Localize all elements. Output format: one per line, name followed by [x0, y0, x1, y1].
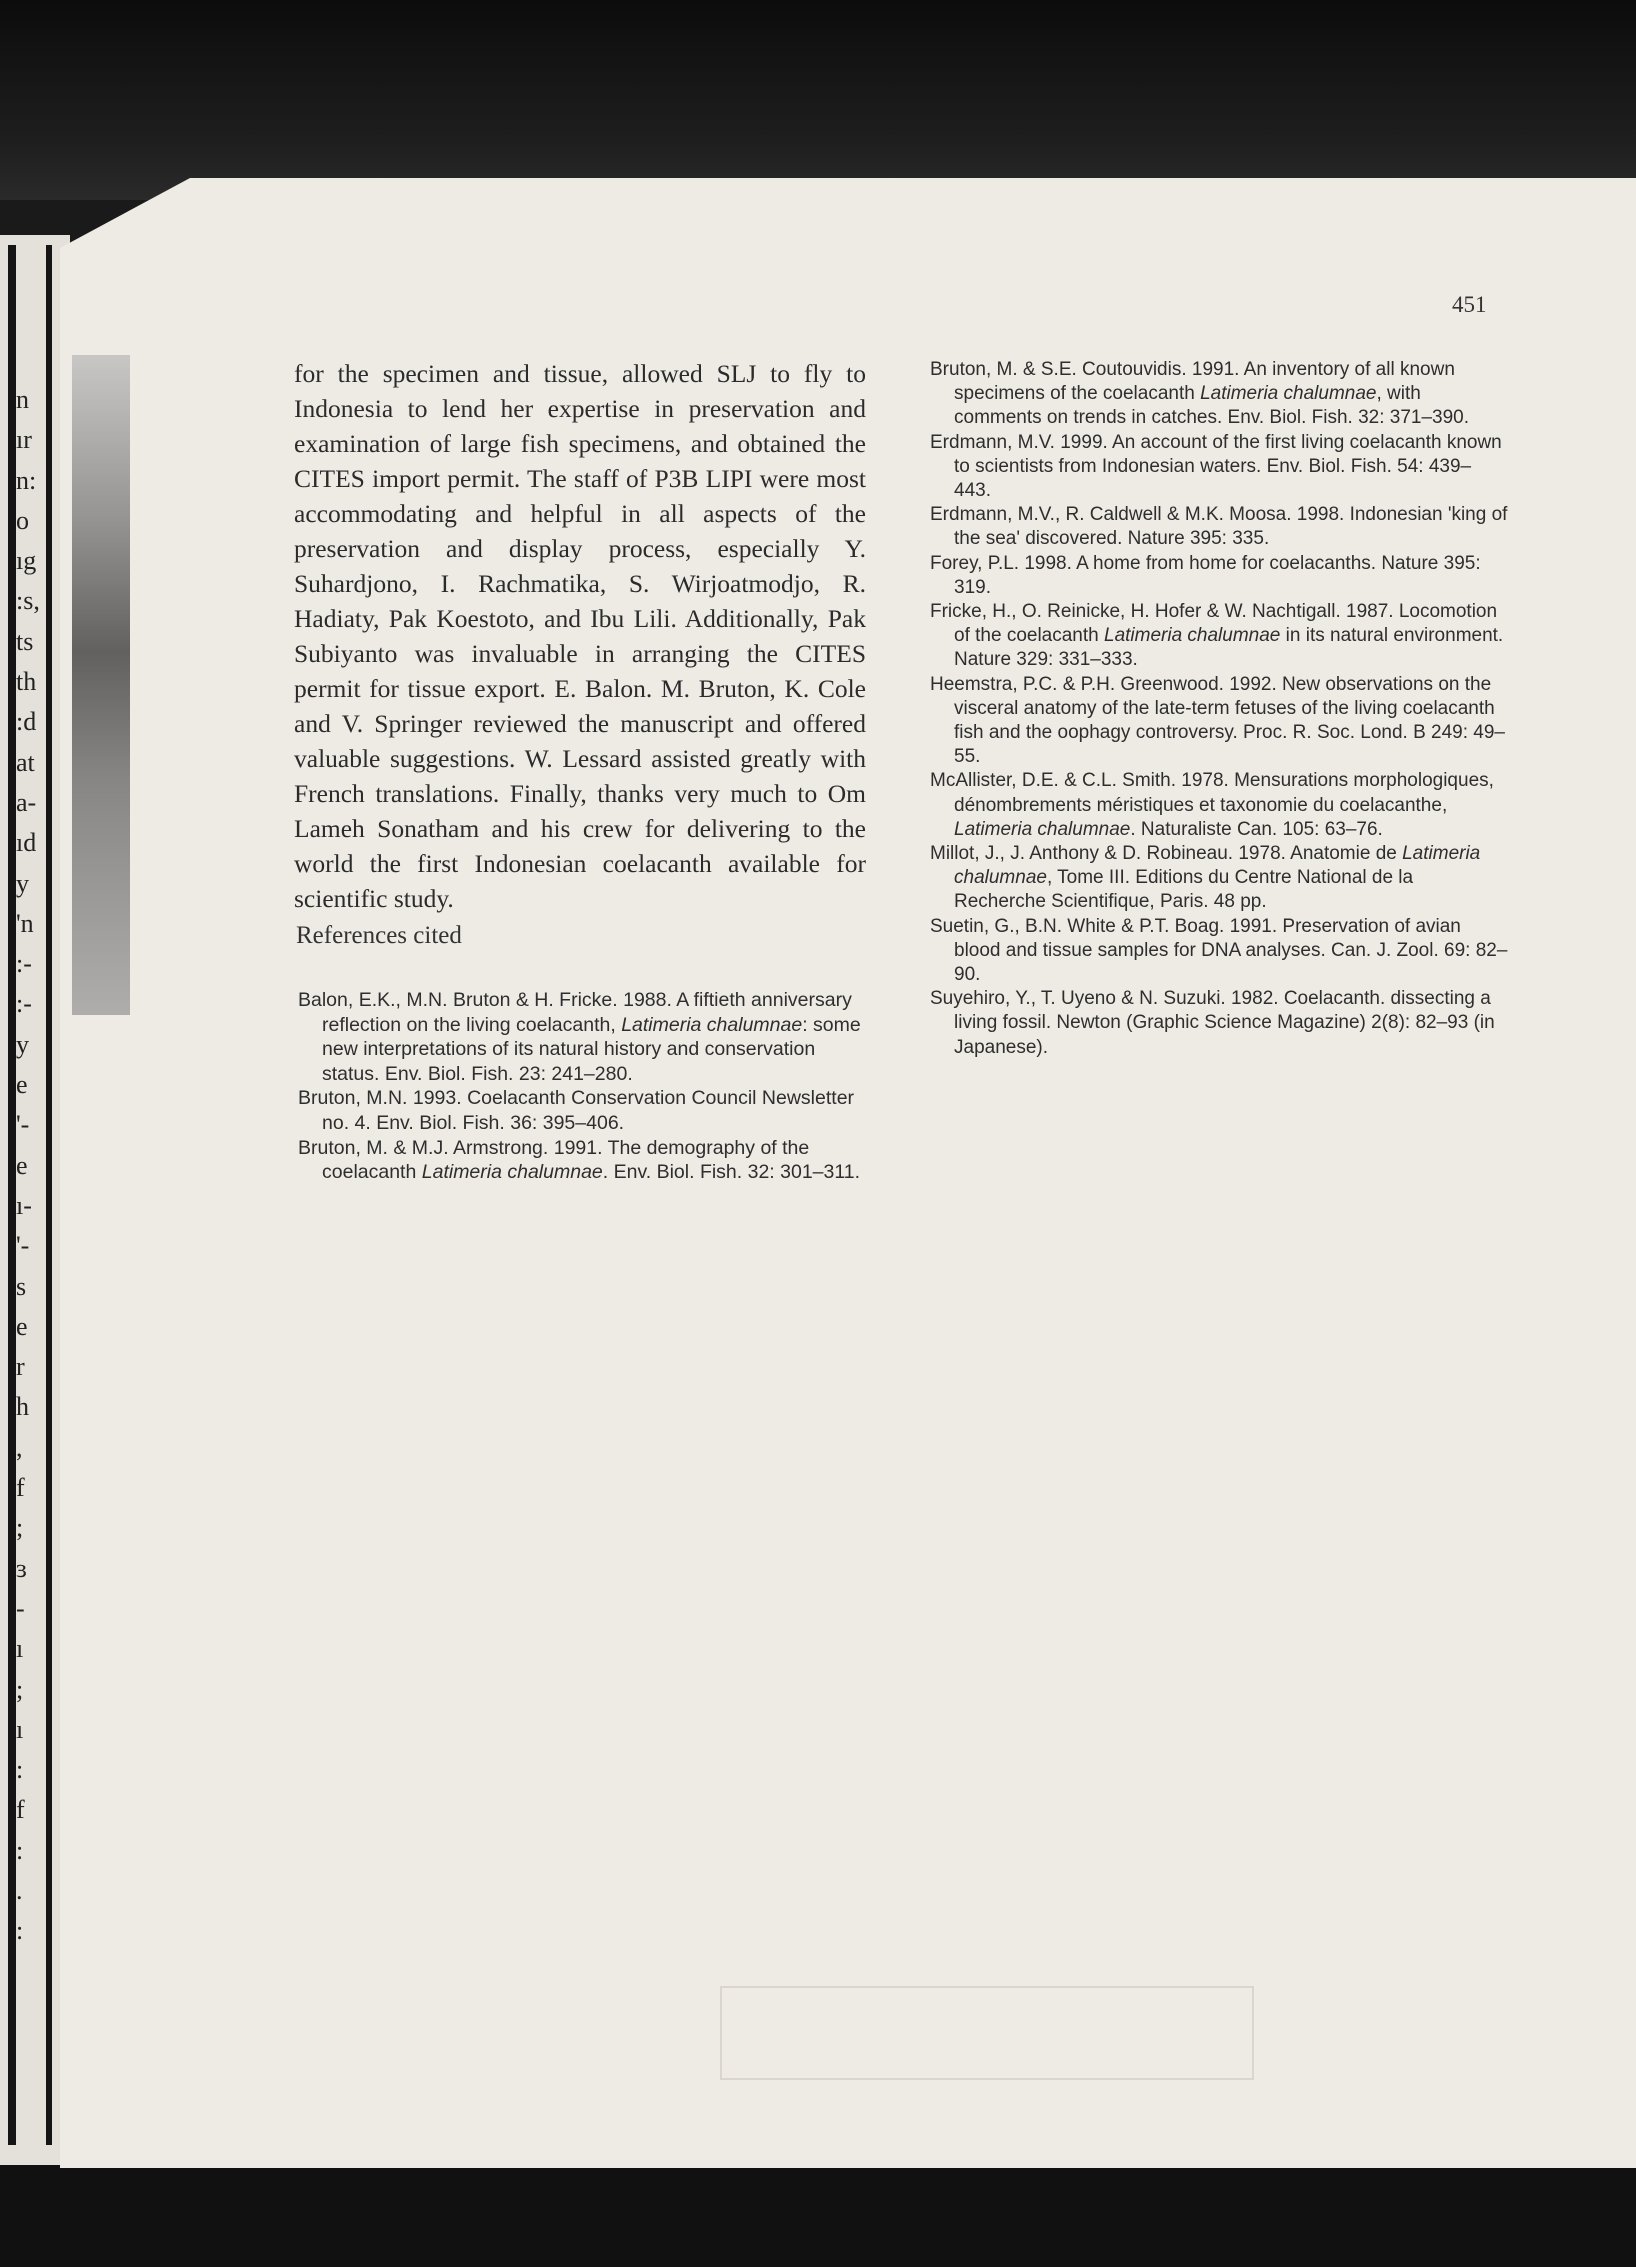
reference-text: Suyehiro, Y., T. Uyeno & N. Suzuki. 1982. Coelacanth. dissecting a living fossil. Newton (Graphic Science Magazine) 2(8): 82–93 (in Japanese). [930, 988, 1495, 1058]
edge-fragment: at [16, 747, 35, 777]
edge-fragment: ı [16, 1714, 24, 1744]
edge-fragment: f [16, 1795, 25, 1825]
bleed-through-box [720, 1986, 1254, 2080]
edge-fragment: ı- [16, 1190, 32, 1220]
edge-fragment: o [16, 505, 29, 535]
reference-entry [930, 842, 1508, 915]
reference-text: : some new interpretations of its natural history and conservation status. Env. Biol. Fish. 23: 241–280. [322, 1013, 861, 1085]
page-number: 451 [1452, 292, 1487, 317]
reference-entry [930, 552, 1508, 600]
species-name: Latimeria chalumnae [621, 1013, 803, 1036]
reference-text: Millot, J., J. Anthony & D. Robineau. 1978. Anatomie de [930, 843, 1403, 865]
acknowledgements-column [294, 356, 866, 916]
edge-fragment: - [16, 1593, 25, 1623]
reference-entry [930, 915, 1508, 988]
edge-fragment: s [16, 1271, 27, 1301]
reference-text: . Env. Biol. Fish. 32: 301–311. [602, 1161, 861, 1184]
reference-text: Heemstra, P.C. & P.H. Greenwood. 1992. New observations on the visceral anatomy of the late-term fetuses of the living coelacanth fish and the oophagy controversy. Proc. R. Soc. Lond. B 249: 49–55. [930, 673, 1505, 768]
edge-fragment: r [16, 1352, 25, 1382]
edge-fragment: 'n [16, 908, 34, 938]
reference-entry [298, 1136, 878, 1185]
edge-fragment: ts [16, 626, 34, 656]
references-list-left [298, 988, 878, 1185]
edge-fragment: : [16, 1835, 24, 1865]
reference-entry [930, 503, 1508, 551]
reference-entry [930, 987, 1508, 1060]
edge-fragment: e [16, 1150, 28, 1180]
reference-entry [930, 673, 1508, 770]
reference-text: , Tome III. Editions du Centre National de la Recherche Scientifique, Paris. 48 pp. [954, 867, 1414, 913]
adjacent-page-photo [72, 355, 130, 1015]
edge-fragment: n [16, 385, 29, 414]
reference-entry [930, 769, 1508, 842]
species-name: Latimeria chalumnae [1200, 383, 1377, 405]
acknowledgements-paragraph: for the specimen and tissue, allowed SLJ to fly to Indonesia to lend her expertise in preservation and examination of large fish specimens, and obtained the CITES import permit. The staff of P3B LIPI were most accommodating and helpful in all aspects of the preservation and display process, especially Y. Suhardjono, I. Rachmatika, S. Wirjoatmodjo, R. Hadiaty, Pak Koestoto, and Ibu Lili. Additionally, Pak Subiyanto was invaluable in arranging the CITES permit for tissue export. E. Balon. M. Bruton, K. Cole and V. Springer reviewed the manuscript and offered valuable suggestions. W. Lessard assisted greatly with French translations. Finally, thanks very much to Om Lameh Sonatham and his crew for delivering to the world the first Indonesian coelacanth available for scientific study. [294, 359, 866, 913]
references-heading: References cited [296, 922, 462, 949]
reference-text: Balon, E.K., M.N. Bruton & H. Fricke. 1988. A fiftieth anniversary reflection on the living coelacanth, [298, 989, 852, 1036]
reference-text: Erdmann, M.V. 1999. An account of the first living coelacanth known to scientists from Indonesian waters. Env. Biol. Fish. 54: 439–443. [930, 431, 1502, 502]
edge-fragment: th [16, 667, 37, 697]
binding-shadow [8, 245, 16, 2145]
reference-text: Forey, P.L. 1998. A home from home for coelacanths. Nature 395: 319. [930, 552, 1481, 598]
edge-fragment: : [16, 1916, 24, 1946]
edge-fragment: ı [16, 1634, 24, 1664]
edge-fragment: :s, [16, 586, 40, 616]
edge-fragment: : [16, 1755, 24, 1785]
edge-fragment: ; [16, 1513, 24, 1543]
reference-text: Bruton, M.N. 1993. Coelacanth Conservation Council Newsletter no. 4. Env. Biol. Fish. 36: 395–406. [298, 1087, 855, 1134]
reference-entry [298, 988, 878, 1086]
edge-fragment: y [16, 1029, 29, 1059]
references-list-right [930, 358, 1508, 1060]
edge-fragment: h [16, 1392, 29, 1422]
edge-fragment: , [16, 1432, 23, 1462]
reference-entry [930, 358, 1508, 431]
edge-fragment: e [16, 1070, 28, 1100]
edge-fragment: ɜ [16, 1553, 27, 1583]
edge-fragment: . [16, 1875, 23, 1905]
edge-fragment: f [16, 1473, 25, 1503]
reference-text: Suetin, G., B.N. White & P.T. Boag. 1991. Preservation of avian blood and tissue samples for DNA analyses. Can. J. Zool. 69: 82–90. [930, 915, 1508, 986]
edge-fragment: ıd [16, 828, 37, 858]
edge-fragment: a- [16, 787, 37, 817]
edge-fragment: ıg [16, 546, 37, 576]
species-name: Latimeria chalumnae [421, 1161, 603, 1184]
edge-fragment: '- [16, 1110, 30, 1140]
edge-fragment: :d [16, 707, 37, 737]
species-name: Latimeria chalumnae [954, 843, 1481, 889]
scan-background-top [0, 0, 1636, 200]
reference-text: Bruton, M. & S.E. Coutouvidis. 1991. An inventory of all known specimens of the coelacanth [930, 359, 1455, 405]
edge-fragment: ır [16, 425, 32, 455]
reference-text: Bruton, M. & M.J. Armstrong. 1991. The demography of the coelacanth [298, 1136, 810, 1184]
edge-fragment: '- [16, 1231, 30, 1261]
reference-text: McAllister, D.E. & C.L. Smith. 1978. Mensurations morphologiques, dénombrements méristiques et taxonomie du coelacanthe, [930, 770, 1494, 816]
reference-entry [298, 1086, 878, 1135]
edge-fragment: e [16, 1311, 28, 1341]
reference-entry [930, 600, 1508, 673]
reference-text: . Naturaliste Can. 105: 63–76. [1130, 818, 1383, 840]
reference-entry [930, 431, 1508, 504]
adjacent-page-text-fragments [16, 380, 50, 1952]
edge-fragment: :- [16, 949, 32, 979]
species-name: Latimeria chalumnae [954, 818, 1131, 840]
edge-fragment: n: [16, 465, 37, 495]
edge-fragment: ; [16, 1674, 24, 1704]
reference-text: in its natural environment. Nature 329: 331–333. [954, 625, 1504, 671]
reference-text: Erdmann, M.V., R. Caldwell & M.K. Moosa. 1998. Indonesian 'king of the sea' discovered. Nature 395: 335. [930, 504, 1508, 550]
edge-fragment: y [16, 868, 29, 898]
edge-fragment: :- [16, 989, 32, 1019]
reference-text: Fricke, H., O. Reinicke, H. Hofer & W. Nachtigall. 1987. Locomotion of the coelacanth [930, 601, 1498, 647]
species-name: Latimeria chalumnae [1104, 625, 1281, 647]
reference-text: , with comments on trends in catches. Env. Biol. Fish. 32: 371–390. [954, 383, 1470, 429]
